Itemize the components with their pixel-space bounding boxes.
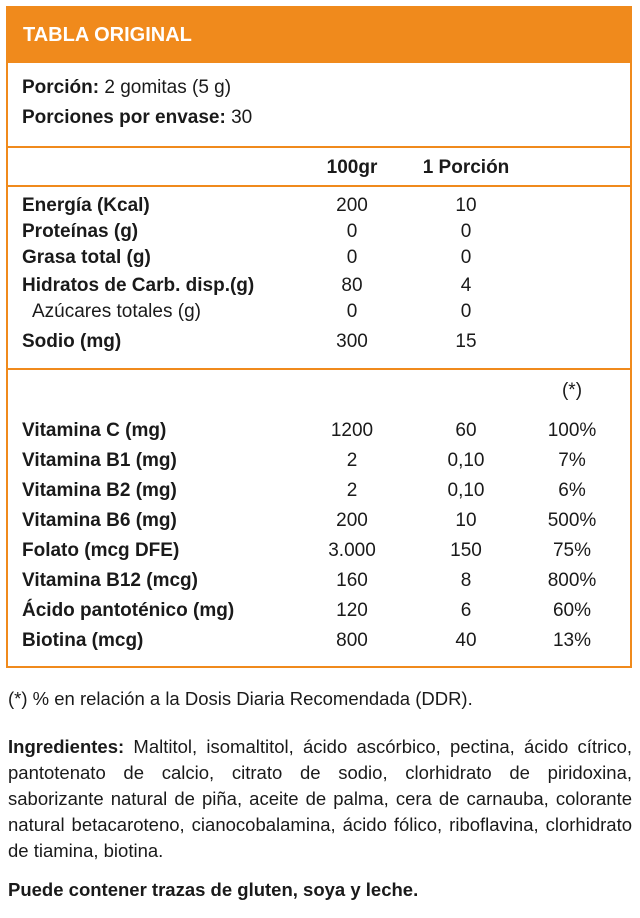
value-per-100gr: 2	[346, 480, 358, 501]
ddr-percent: 800%	[547, 570, 597, 591]
serving-size-value: 2 gomitas (5 g)	[104, 77, 232, 98]
value-per-100gr: 0	[346, 221, 358, 242]
servings-per-container-label: Porciones por envase:	[22, 107, 226, 128]
value-per-100gr: 800	[336, 630, 368, 651]
nutrient-name: Energía (Kcal)	[22, 195, 150, 216]
nutrient-name: Azúcares totales (g)	[32, 301, 201, 322]
vitamin-name: Vitamina B1 (mg)	[22, 450, 177, 471]
value-per-100gr: 80	[341, 275, 363, 296]
value-per-serving: 15	[455, 331, 477, 352]
value-per-serving: 0,10	[447, 480, 485, 501]
value-per-serving: 40	[455, 630, 477, 651]
value-per-100gr: 0	[346, 301, 358, 322]
value-per-serving: 60	[455, 420, 477, 441]
nutrient-name: Grasa total (g)	[22, 247, 151, 268]
nutrient-name: Proteínas (g)	[22, 221, 139, 242]
vitamin-name: Vitamina B2 (mg)	[22, 480, 177, 501]
nutrient-name: Sodio (mg)	[22, 331, 122, 352]
ddr-column-header: (*)	[561, 380, 583, 401]
ddr-percent: 60%	[552, 600, 592, 621]
serving-size-label: Porción:	[22, 77, 100, 98]
value-per-serving: 0	[460, 221, 472, 242]
value-per-serving: 0,10	[447, 450, 485, 471]
column-header-100gr: 100gr	[326, 157, 378, 178]
ddr-percent: 6%	[558, 480, 586, 501]
ddr-percent: 13%	[552, 630, 592, 651]
ddr-percent: 100%	[547, 420, 597, 441]
servings-per-container	[22, 105, 252, 131]
ingredients-paragraph	[8, 734, 632, 864]
vitamin-name: Folato (mcg DFE)	[22, 540, 180, 561]
column-header-per-serving: 1 Porción	[422, 157, 510, 178]
value-per-100gr: 120	[336, 600, 368, 621]
divider	[8, 185, 630, 187]
value-per-serving: 6	[460, 600, 472, 621]
vitamin-name: Biotina (mcg)	[22, 630, 144, 651]
divider	[8, 368, 630, 370]
value-per-100gr: 2	[346, 450, 358, 471]
value-per-serving: 10	[455, 195, 477, 216]
value-per-serving: 10	[455, 510, 477, 531]
value-per-serving: 0	[460, 247, 472, 268]
value-per-100gr: 1200	[330, 420, 374, 441]
value-per-100gr: 200	[336, 195, 368, 216]
vitamin-name: Vitamina C (mg)	[22, 420, 167, 441]
value-per-100gr: 160	[336, 570, 368, 591]
ddr-percent: 7%	[558, 450, 586, 471]
value-per-serving: 150	[450, 540, 482, 561]
ingredients-text: Maltitol, isomaltitol, ácido ascórbico, pectina, ácido cítrico, pantotenato de calcio, citrato de sodio, clorhidrato de piridoxina, saborizante natural de piña, aceite de palma, cera de carnauba, colorante natural betacaroteno, cianocobalamina, ácido fólico, riboflavina, clorhidrato de tiamina, biotina.	[8, 736, 632, 861]
divider	[8, 146, 630, 148]
vitamin-name: Vitamina B12 (mcg)	[22, 570, 198, 591]
vitamin-name: Ácido pantoténico (mg)	[22, 600, 235, 621]
value-per-100gr: 300	[336, 331, 368, 352]
value-per-100gr: 0	[346, 247, 358, 268]
nutrient-name: Hidratos de Carb. disp.(g)	[22, 275, 255, 296]
value-per-serving: 8	[460, 570, 472, 591]
ingredients-label: Ingredientes:	[8, 736, 125, 757]
allergen-warning: Puede contener trazas de gluten, soya y leche.	[8, 879, 419, 900]
value-per-100gr: 3.000	[328, 540, 376, 561]
value-per-serving: 0	[460, 301, 472, 322]
ddr-footnote: (*) % en relación a la Dosis Diaria Recomendada (DDR).	[8, 688, 473, 709]
value-per-100gr: 200	[336, 510, 368, 531]
value-per-serving: 4	[460, 275, 472, 296]
table-header: TABLA ORIGINAL	[8, 8, 630, 63]
servings-per-container-value: 30	[231, 107, 253, 128]
ddr-percent: 500%	[547, 510, 597, 531]
serving-size	[22, 75, 231, 101]
nutrition-table	[6, 6, 632, 668]
vitamin-name: Vitamina B6 (mg)	[22, 510, 177, 531]
ddr-percent: 75%	[552, 540, 592, 561]
